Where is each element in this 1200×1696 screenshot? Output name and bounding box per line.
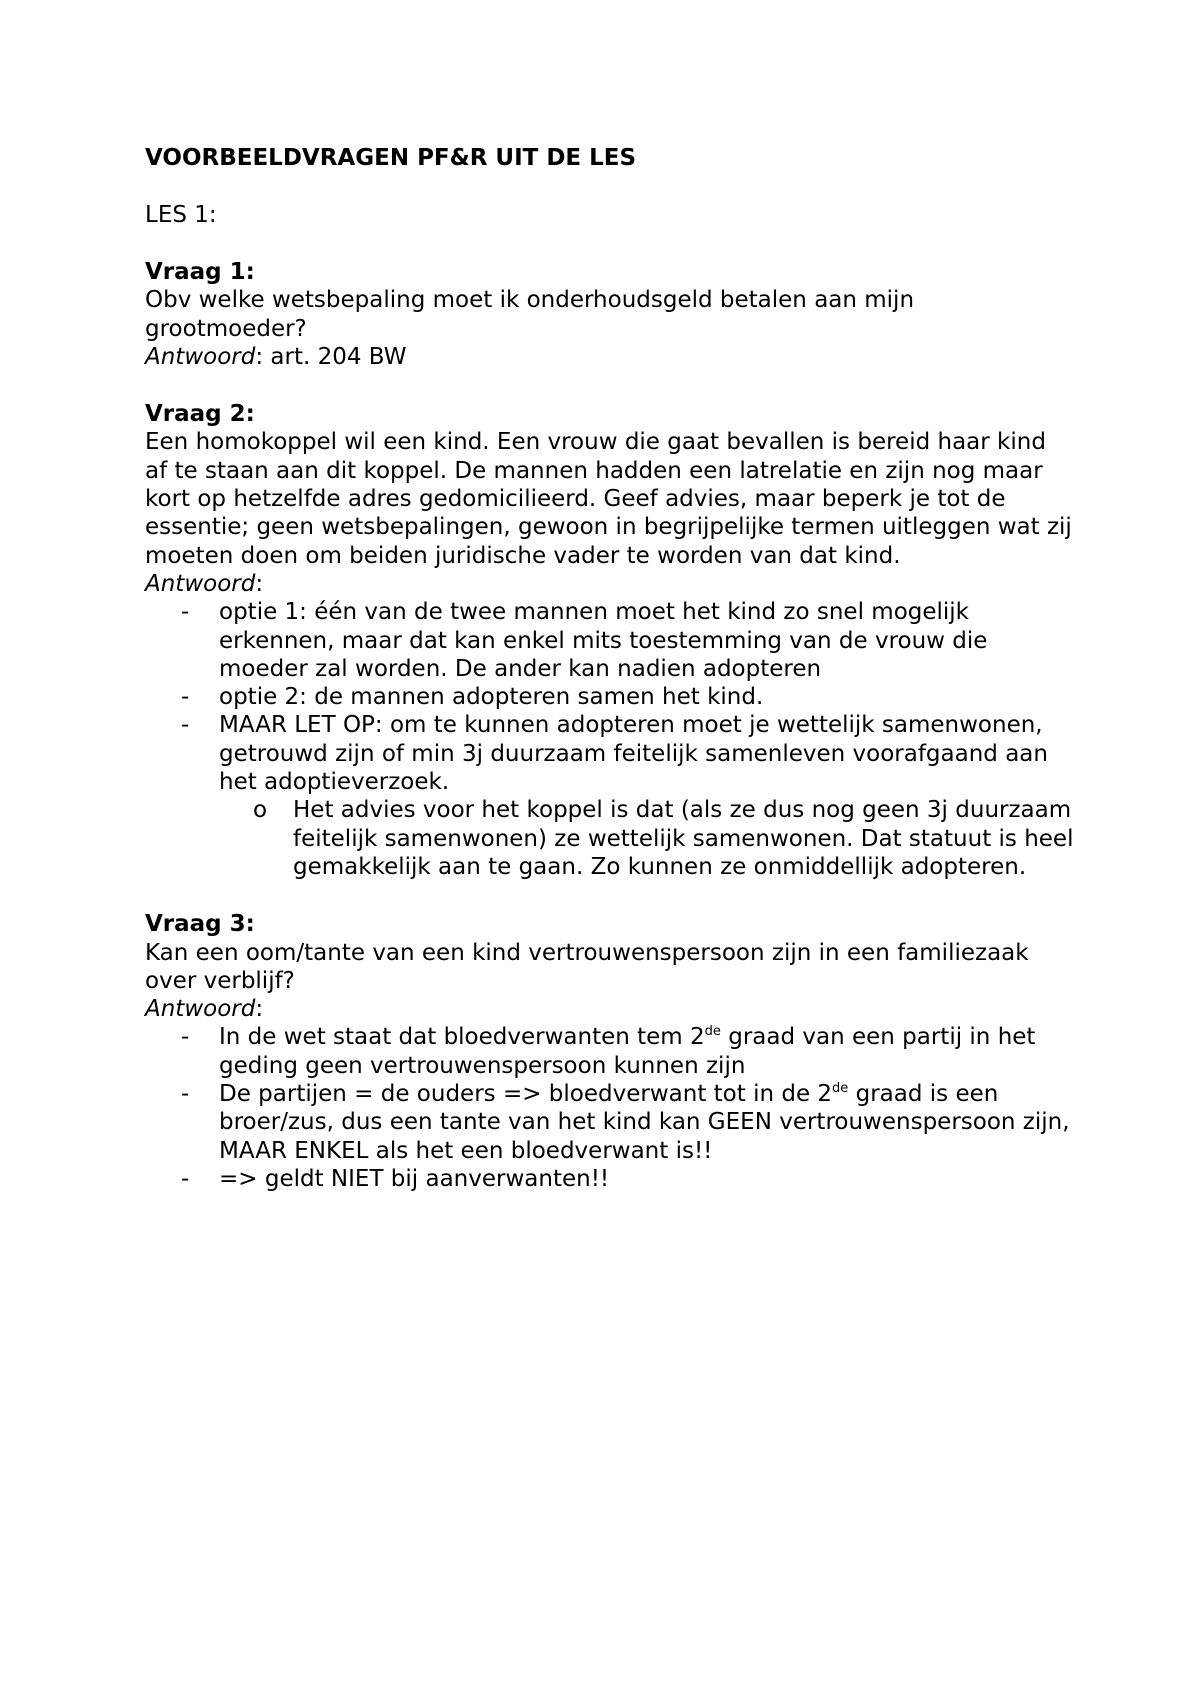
question-heading: Vraag 3: <box>145 911 255 938</box>
document-page <box>145 144 1075 1193</box>
document-title: VOORBEELDVRAGEN PF&R UIT DE LES <box>145 145 637 171</box>
list-item-text: MAAR LET OP: om te kunnen adopteren moet je wettelijk samenwonen, getrouwd zijn of min 3j duurzaam feitelijk samenleven voorafgaand aan het adoptieverzoek. <box>219 712 1048 796</box>
answer-list <box>145 598 1075 881</box>
question-3 <box>145 910 1075 1193</box>
list-item <box>145 1023 1075 1080</box>
answer-label: Antwoord <box>145 570 256 597</box>
lesson-label: LES 1: <box>145 202 217 228</box>
sub-list-item-text: Het advies voor het koppel is dat (als ze dus nog geen 3j duurzaam feitelijk samenwonen) ze wettelijk samenwonen. Dat statuut is heel gemakkelijk aan te gaan. Zo kunnen ze onmiddellijk adopteren. <box>293 797 1074 880</box>
question-heading: Vraag 1: <box>145 259 255 285</box>
dash-bullet: - <box>181 712 190 739</box>
list-item <box>145 1080 1075 1165</box>
list-item-text <box>219 1081 1070 1164</box>
list-item <box>145 711 1075 881</box>
superscript: de <box>832 1081 849 1097</box>
answer-list <box>145 1023 1075 1193</box>
answer-label: Antwoord <box>145 343 256 370</box>
circle-bullet: o <box>253 797 268 824</box>
text-part: graad is een broer/zus, dus een tante van het kind kan GEEN vertrouwenspersoon zijn, MAAR ENKEL als het een bloedverwant is!! <box>219 1081 1070 1164</box>
text-part: graad van een partij in het geding geen vertrouwenspersoon kunnen zijn <box>219 1024 1036 1079</box>
question-1 <box>145 258 1075 371</box>
question-text: Obv welke wetsbepaling moet ik onderhoudsgeld betalen aan mijn grootmoeder? <box>145 287 915 342</box>
answer-label: Antwoord <box>145 996 256 1023</box>
question-text: Kan een oom/tante van een kind vertrouwenspersoon zijn in een familiezaak over verblijf? <box>145 939 1029 994</box>
dash-bullet: - <box>181 684 190 711</box>
answer <box>145 570 1075 598</box>
superscript: de <box>704 1024 721 1040</box>
answer-suffix: : <box>255 996 264 1023</box>
list-item <box>145 1165 1075 1193</box>
list-item-text: optie 2: de mannen adopteren samen het kind. <box>219 684 764 711</box>
dash-bullet: - <box>181 599 190 626</box>
list-item <box>145 598 1075 683</box>
question-text: Een homokoppel wil een kind. Een vrouw die gaat bevallen is bereid haar kind af te staan aan dit koppel. De mannen hadden een latrelatie en zijn nog maar kort op hetzelfde adres gedomicilieerd. Geef advies, maar beperk je tot de essentie; geen wetsbepalingen, gewoon in begrijpelijke termen uitleggen wat zij moeten doen om beiden juridische vader te worden van dat kind. <box>145 429 1072 569</box>
answer-text: : art. 204 BW <box>255 343 407 370</box>
dash-bullet: - <box>181 1165 190 1192</box>
dash-bullet: - <box>181 1081 190 1108</box>
list-item <box>145 683 1075 711</box>
text-part: De partijen = de ouders => bloedverwant tot in de 2 <box>219 1081 833 1108</box>
question-2 <box>145 400 1075 881</box>
sub-list-item <box>219 796 1075 881</box>
list-item-text: optie 1: één van de twee mannen moet het kind zo snel mogelijk erkennen, maar dat kan enkel mits toestemming van de vrouw die moeder zal worden. De ander kan nadien adopteren <box>219 599 988 682</box>
list-item-text: => geldt NIET bij aanverwanten!! <box>219 1165 610 1192</box>
text-part: In de wet staat dat bloedverwanten tem 2 <box>219 1024 705 1051</box>
sub-list <box>219 796 1075 881</box>
list-item-text <box>219 1024 1035 1078</box>
answer <box>145 343 1075 371</box>
answer <box>145 995 1075 1023</box>
dash-bullet: - <box>181 1024 190 1051</box>
question-heading: Vraag 2: <box>145 401 255 428</box>
answer-suffix: : <box>255 570 264 597</box>
